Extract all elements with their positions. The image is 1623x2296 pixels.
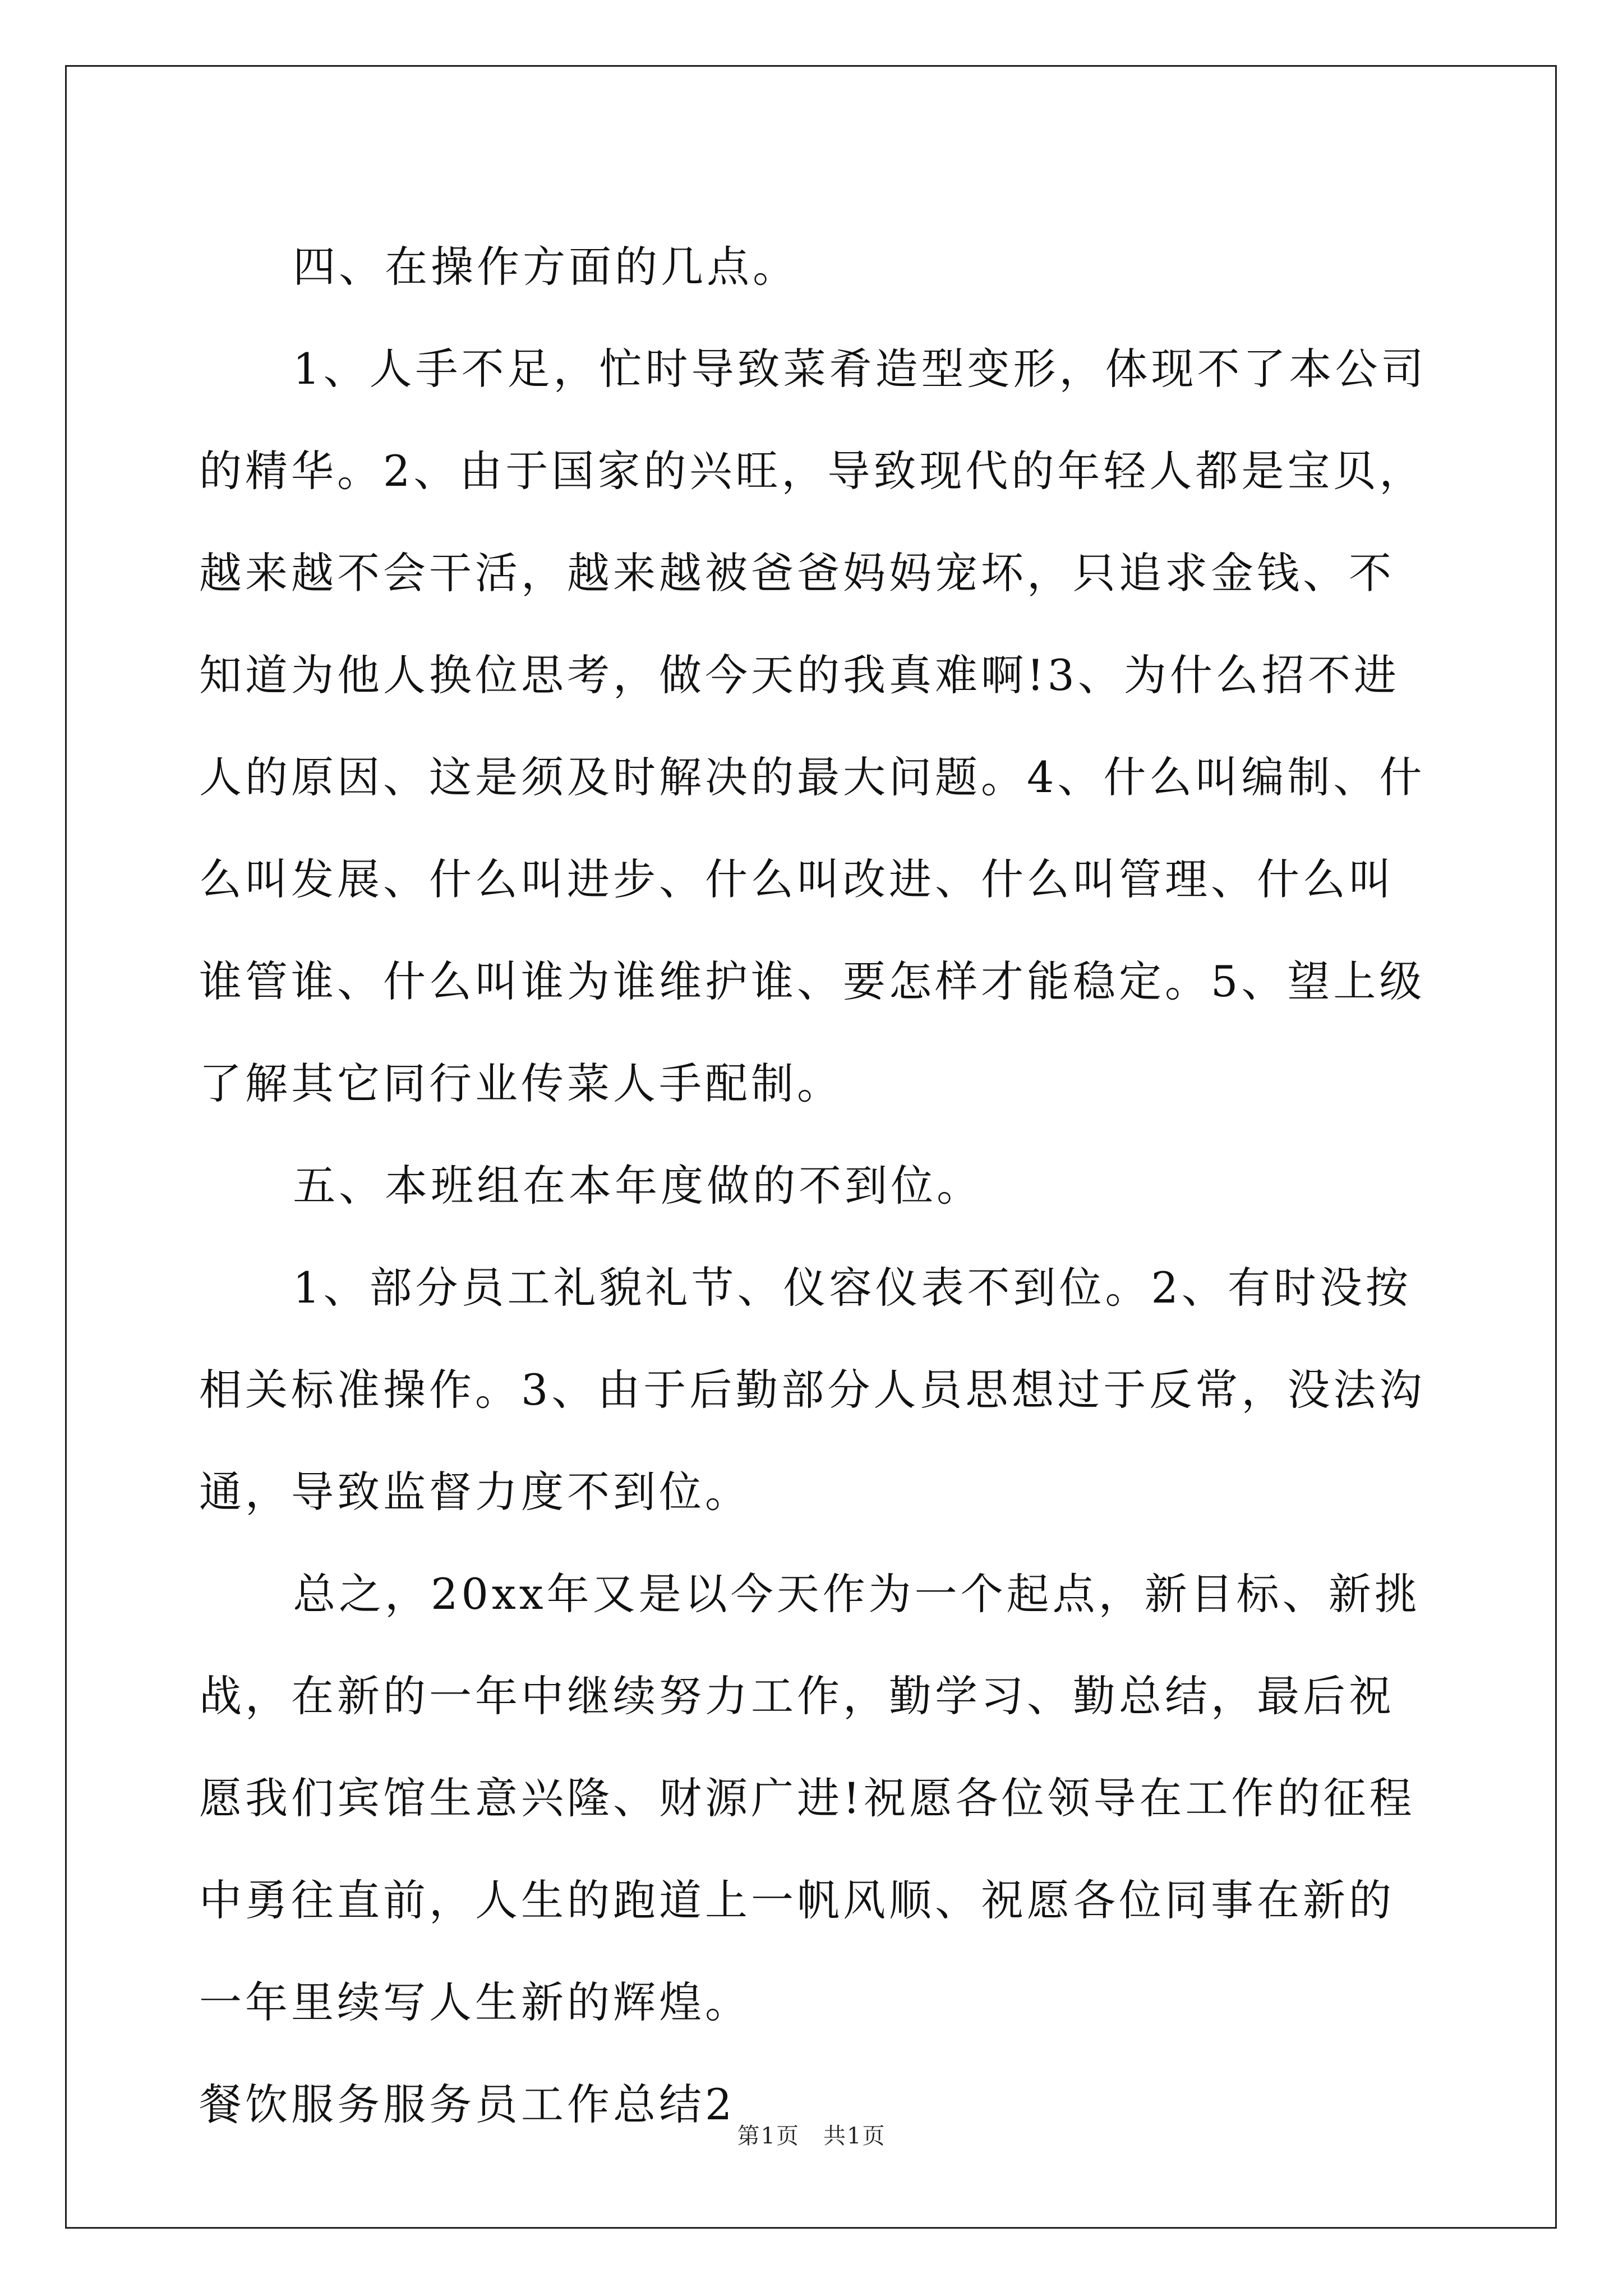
paragraph-shortcomings: 1、部分员工礼貌礼节、仪容仪表不到位。2、有时没按相关标准操作。3、由于后勤部分人员思想过于反常，没法沟通，导致监督力度不到位。	[199, 1263, 1426, 1517]
paragraph-operation-points: 1、人手不足，忙时导致菜肴造型变形，体现不了本公司的精华。2、由于国家的兴旺，导致现代的年轻人都是宝贝，越来越不会干活，越来越被爸爸妈妈宠坏，只追求金钱、不知道为他人换位思考，做今天的我真难啊!3、为什么招不进人的原因、这是须及时解决的最大问题。4、什么叫编制、什么叫发展、什么叫进步、什么叫改进、什么叫管理、什么叫谁管谁、什么叫谁为谁维护谁、要怎样才能稳定。5、望上级了解其它同行业传菜人手配制。	[199, 344, 1427, 1108]
paragraph-section-five-heading: 五、本班组在本年度做的不到位。	[293, 1161, 983, 1211]
page-footer: 第1页 共1页	[737, 2123, 886, 2149]
paragraph-section-four-heading: 四、在操作方面的几点。	[293, 242, 799, 292]
document-body	[199, 216, 1433, 2156]
paragraph-conclusion: 总之，20xx年又是以今天作为一个起点，新目标、新挑战，在新的一年中继续努力工作，勤学习、勤总结，最后祝愿我们宾馆生意兴隆、财源广进!祝愿各位领导在工作的征程中勇往直前，人生的跑道上一帆风顺、祝愿各位同事在新的一年里续写人生新的辉煌。	[199, 1569, 1421, 2027]
section-title: 餐饮服务服务员工作总结2	[199, 2079, 736, 2129]
